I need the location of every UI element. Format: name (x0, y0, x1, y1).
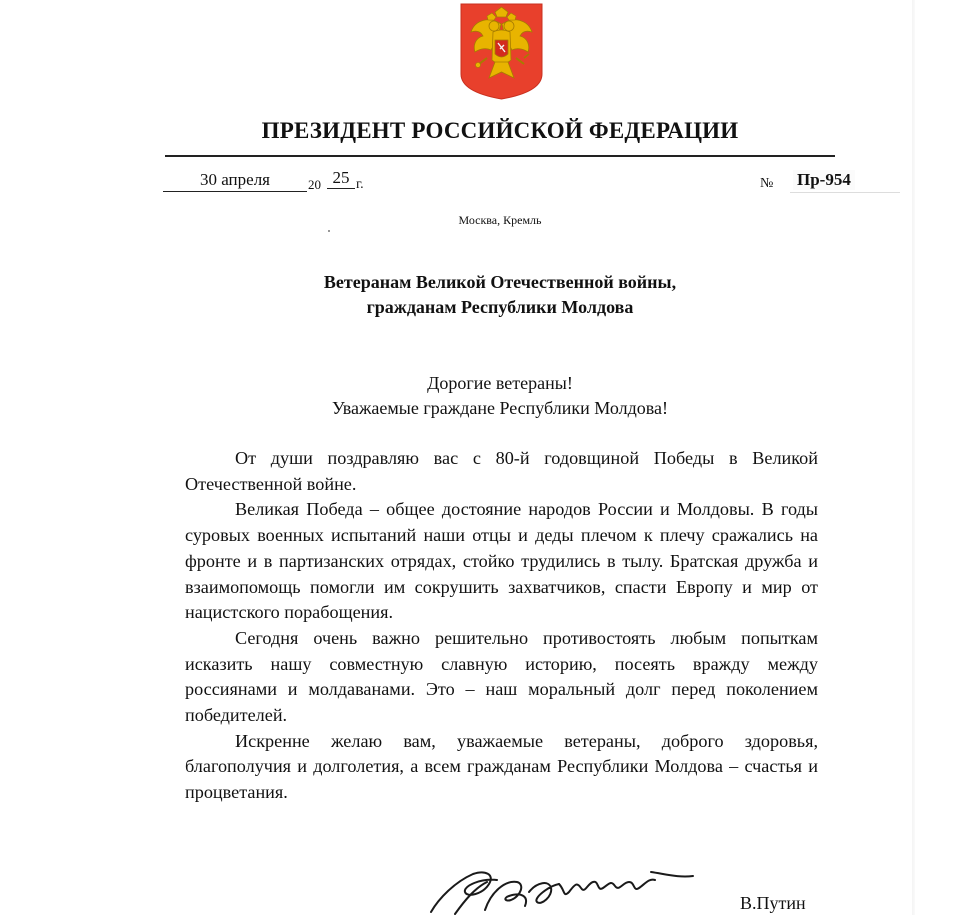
header-title: ПРЕЗИДЕНТ РОССИЙСКОЙ ФЕДЕРАЦИИ (261, 118, 739, 143)
date-year: 25 (327, 168, 355, 189)
date-day: 30 апреля (163, 170, 307, 192)
scan-speck (328, 230, 330, 232)
date-suffix: г. (356, 177, 364, 192)
coat-of-arms-icon (459, 2, 544, 100)
letter-body (185, 446, 818, 806)
document-number-label: № (760, 176, 774, 191)
document-number-underline (790, 192, 900, 193)
body-paragraph: Искренне желаю вам, уважаемые ветераны, доброго здоровья, благополучия и долголетия, а всем гражданам Республики Молдова – счастья и процветания. (185, 730, 818, 803)
greeting-line-1: Дорогие ветераны! (427, 373, 573, 393)
addressee (165, 270, 835, 320)
greeting-line-2: Уважаемые граждане Республики Молдова! (332, 398, 668, 418)
document-number: Пр-954 (793, 170, 855, 190)
signer-name: В.Путин (740, 893, 806, 913)
addressee-line-2: гражданам Республики Молдова (366, 297, 634, 317)
page-edge (912, 0, 915, 915)
date-century: 20 (308, 177, 321, 192)
location: Москва, Кремль (458, 213, 542, 227)
handwritten-signature-icon (425, 862, 705, 915)
body-paragraph: Великая Победа – общее достояние народов России и Молдовы. В годы суровых военных испытаний наши отцы и деды плечом к плечу сражались на фронте и в партизанских отрядах, стойко трудились в тылу. Братская дружба и взаимопомощь помогли им сокрушить захватчиков, спасти Европу и мир от нацистского порабощения. (185, 499, 818, 623)
body-paragraph: Сегодня очень важно решительно противостоять любым попыткам исказить нашу совместную славную историю, посеять вражду между россиянами и молдаванами. Это – наш моральный долг перед поколением победителей. (185, 627, 818, 726)
addressee-line-1: Ветеранам Великой Отечественной войны, (323, 272, 677, 292)
header-rule (165, 155, 835, 157)
body-paragraph: От души поздравляю вас с 80-й годовщиной Победы в Великой Отечественной войне. (185, 448, 818, 494)
greeting (165, 371, 835, 421)
